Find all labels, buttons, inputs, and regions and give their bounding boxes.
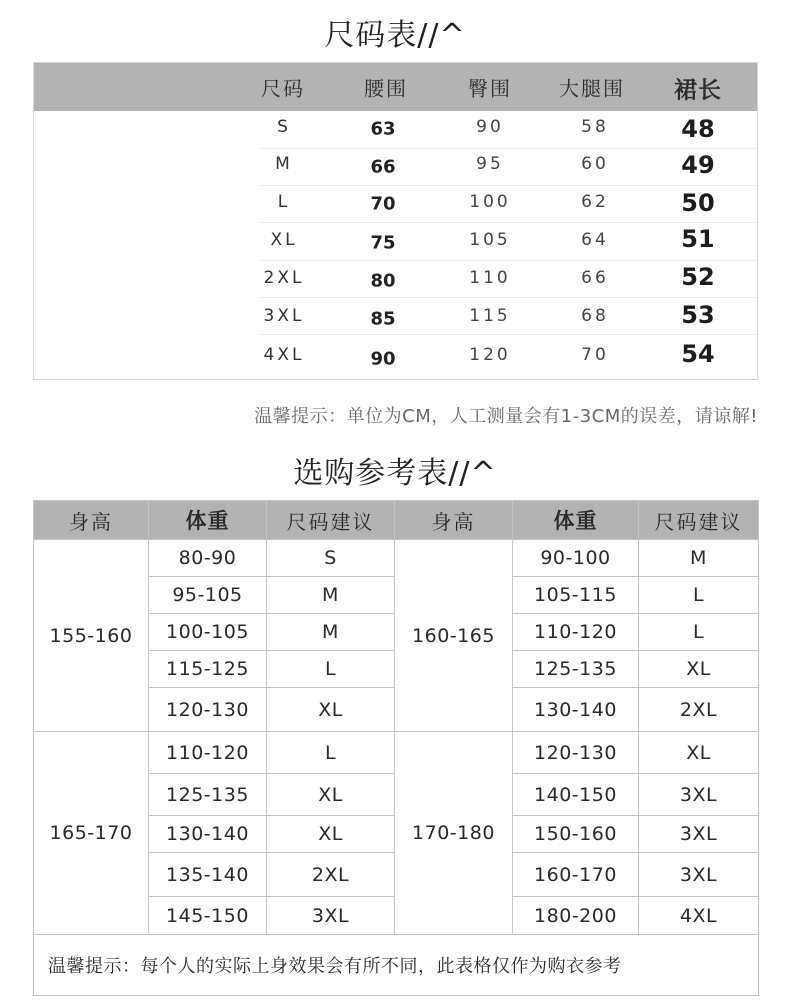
size-advice-cell: XL xyxy=(267,816,395,853)
size-advice-cell: L xyxy=(639,614,759,651)
size-advice-cell: 3XL xyxy=(639,816,759,853)
hip-cell: 90 xyxy=(476,117,504,137)
skirt-length-cell: 49 xyxy=(681,151,715,179)
hip-cell: 120 xyxy=(469,345,511,365)
size-cell: XL xyxy=(270,230,298,250)
height-range-cell: 170-180 xyxy=(395,732,513,935)
recommendation-note-row xyxy=(34,935,759,996)
recommendation-title: 选购参考表//^ xyxy=(293,456,497,491)
weight-cell: 100-105 xyxy=(149,614,267,651)
weight-cell: 135-140 xyxy=(149,853,267,897)
skirt-length-cell: 52 xyxy=(681,263,715,291)
waist-cell: 66 xyxy=(370,156,396,178)
weight-cell: 160-170 xyxy=(513,853,639,897)
row-divider xyxy=(260,185,758,186)
waist-cell: 90 xyxy=(370,348,396,370)
weight-cell: 105-115 xyxy=(513,577,639,614)
row-divider xyxy=(260,222,758,223)
size-advice-cell: 3XL xyxy=(639,853,759,897)
header-size-advice: 尺码建议 xyxy=(639,501,759,540)
size-cell: 2XL xyxy=(263,268,305,288)
waist-cell: 70 xyxy=(370,193,396,215)
size-advice-cell: XL xyxy=(267,688,395,732)
weight-cell: 120-130 xyxy=(149,688,267,732)
skirt-length-cell: 51 xyxy=(681,225,715,253)
thigh-cell: 68 xyxy=(581,306,609,326)
weight-cell: 95-105 xyxy=(149,577,267,614)
height-range-cell: 155-160 xyxy=(34,540,149,732)
header-thigh: 大腿围 xyxy=(559,76,625,101)
fit-note: 温馨提示：每个人的实际上身效果会有所不同，此表格仅作为购衣参考 xyxy=(34,935,759,996)
measurement-note: 温馨提示：单位为CM，人工测量会有1-3CM的误差，请谅解! xyxy=(254,406,758,427)
recommendation-header-row xyxy=(34,501,759,540)
table-row xyxy=(34,540,759,577)
header-hip: 臀围 xyxy=(468,76,512,101)
hip-cell: 95 xyxy=(476,154,504,174)
skirt-length-cell: 50 xyxy=(681,189,715,217)
weight-cell: 125-135 xyxy=(513,651,639,688)
size-advice-cell: 3XL xyxy=(639,774,759,816)
waist-cell: 75 xyxy=(370,232,396,254)
header-size: 尺码 xyxy=(261,76,305,101)
size-advice-cell: XL xyxy=(639,732,759,774)
size-cell: L xyxy=(277,192,291,212)
height-range-cell: 165-170 xyxy=(34,732,149,935)
size-advice-cell: XL xyxy=(639,651,759,688)
waist-cell: 63 xyxy=(370,118,396,140)
waist-cell: 85 xyxy=(370,308,396,330)
size-cell: S xyxy=(277,117,291,137)
thigh-cell: 64 xyxy=(581,230,609,250)
header-weight: 体重 xyxy=(513,501,639,540)
row-divider xyxy=(260,334,758,335)
size-chart-table xyxy=(33,62,758,380)
weight-cell: 115-125 xyxy=(149,651,267,688)
weight-cell: 180-200 xyxy=(513,897,639,935)
header-skirt-length: 裙长 xyxy=(674,77,722,104)
thigh-cell: 66 xyxy=(581,268,609,288)
waist-cell: 80 xyxy=(370,270,396,292)
size-advice-cell: 2XL xyxy=(639,688,759,732)
size-advice-cell: M xyxy=(639,540,759,577)
size-advice-cell: XL xyxy=(267,774,395,816)
recommendation-table xyxy=(33,500,759,996)
size-advice-cell: 2XL xyxy=(267,853,395,897)
header-height: 身高 xyxy=(395,501,513,540)
weight-cell: 80-90 xyxy=(149,540,267,577)
weight-cell: 110-120 xyxy=(513,614,639,651)
weight-cell: 130-140 xyxy=(513,688,639,732)
weight-cell: 140-150 xyxy=(513,774,639,816)
hip-cell: 100 xyxy=(469,192,511,212)
row-divider xyxy=(260,260,758,261)
thigh-cell: 60 xyxy=(581,154,609,174)
skirt-length-cell: 53 xyxy=(681,301,715,329)
thigh-cell: 70 xyxy=(581,345,609,365)
size-advice-cell: 3XL xyxy=(267,897,395,935)
weight-cell: 150-160 xyxy=(513,816,639,853)
height-range-cell: 160-165 xyxy=(395,540,513,732)
size-advice-cell: M xyxy=(267,577,395,614)
weight-cell: 120-130 xyxy=(513,732,639,774)
thigh-cell: 62 xyxy=(581,192,609,212)
header-waist: 腰围 xyxy=(364,76,408,101)
table-row xyxy=(34,732,759,774)
size-cell: 4XL xyxy=(263,345,305,365)
weight-cell: 110-120 xyxy=(149,732,267,774)
skirt-length-cell: 48 xyxy=(681,115,715,143)
weight-cell: 130-140 xyxy=(149,816,267,853)
size-cell: M xyxy=(275,154,293,174)
weight-cell: 90-100 xyxy=(513,540,639,577)
size-advice-cell: L xyxy=(267,651,395,688)
size-advice-cell: S xyxy=(267,540,395,577)
thigh-cell: 58 xyxy=(581,117,609,137)
size-advice-cell: M xyxy=(267,614,395,651)
size-chart-title: 尺码表//^ xyxy=(324,18,466,53)
header-size-advice: 尺码建议 xyxy=(267,501,395,540)
header-weight: 体重 xyxy=(149,501,267,540)
weight-cell: 125-135 xyxy=(149,774,267,816)
size-advice-cell: L xyxy=(639,577,759,614)
hip-cell: 115 xyxy=(469,306,511,326)
header-height: 身高 xyxy=(34,501,149,540)
row-divider xyxy=(260,148,758,149)
row-divider xyxy=(260,297,758,298)
size-advice-cell: 4XL xyxy=(639,897,759,935)
hip-cell: 110 xyxy=(469,268,511,288)
skirt-length-cell: 54 xyxy=(681,340,715,368)
size-cell: 3XL xyxy=(263,306,305,326)
weight-cell: 145-150 xyxy=(149,897,267,935)
size-advice-cell: L xyxy=(267,732,395,774)
hip-cell: 105 xyxy=(469,230,511,250)
